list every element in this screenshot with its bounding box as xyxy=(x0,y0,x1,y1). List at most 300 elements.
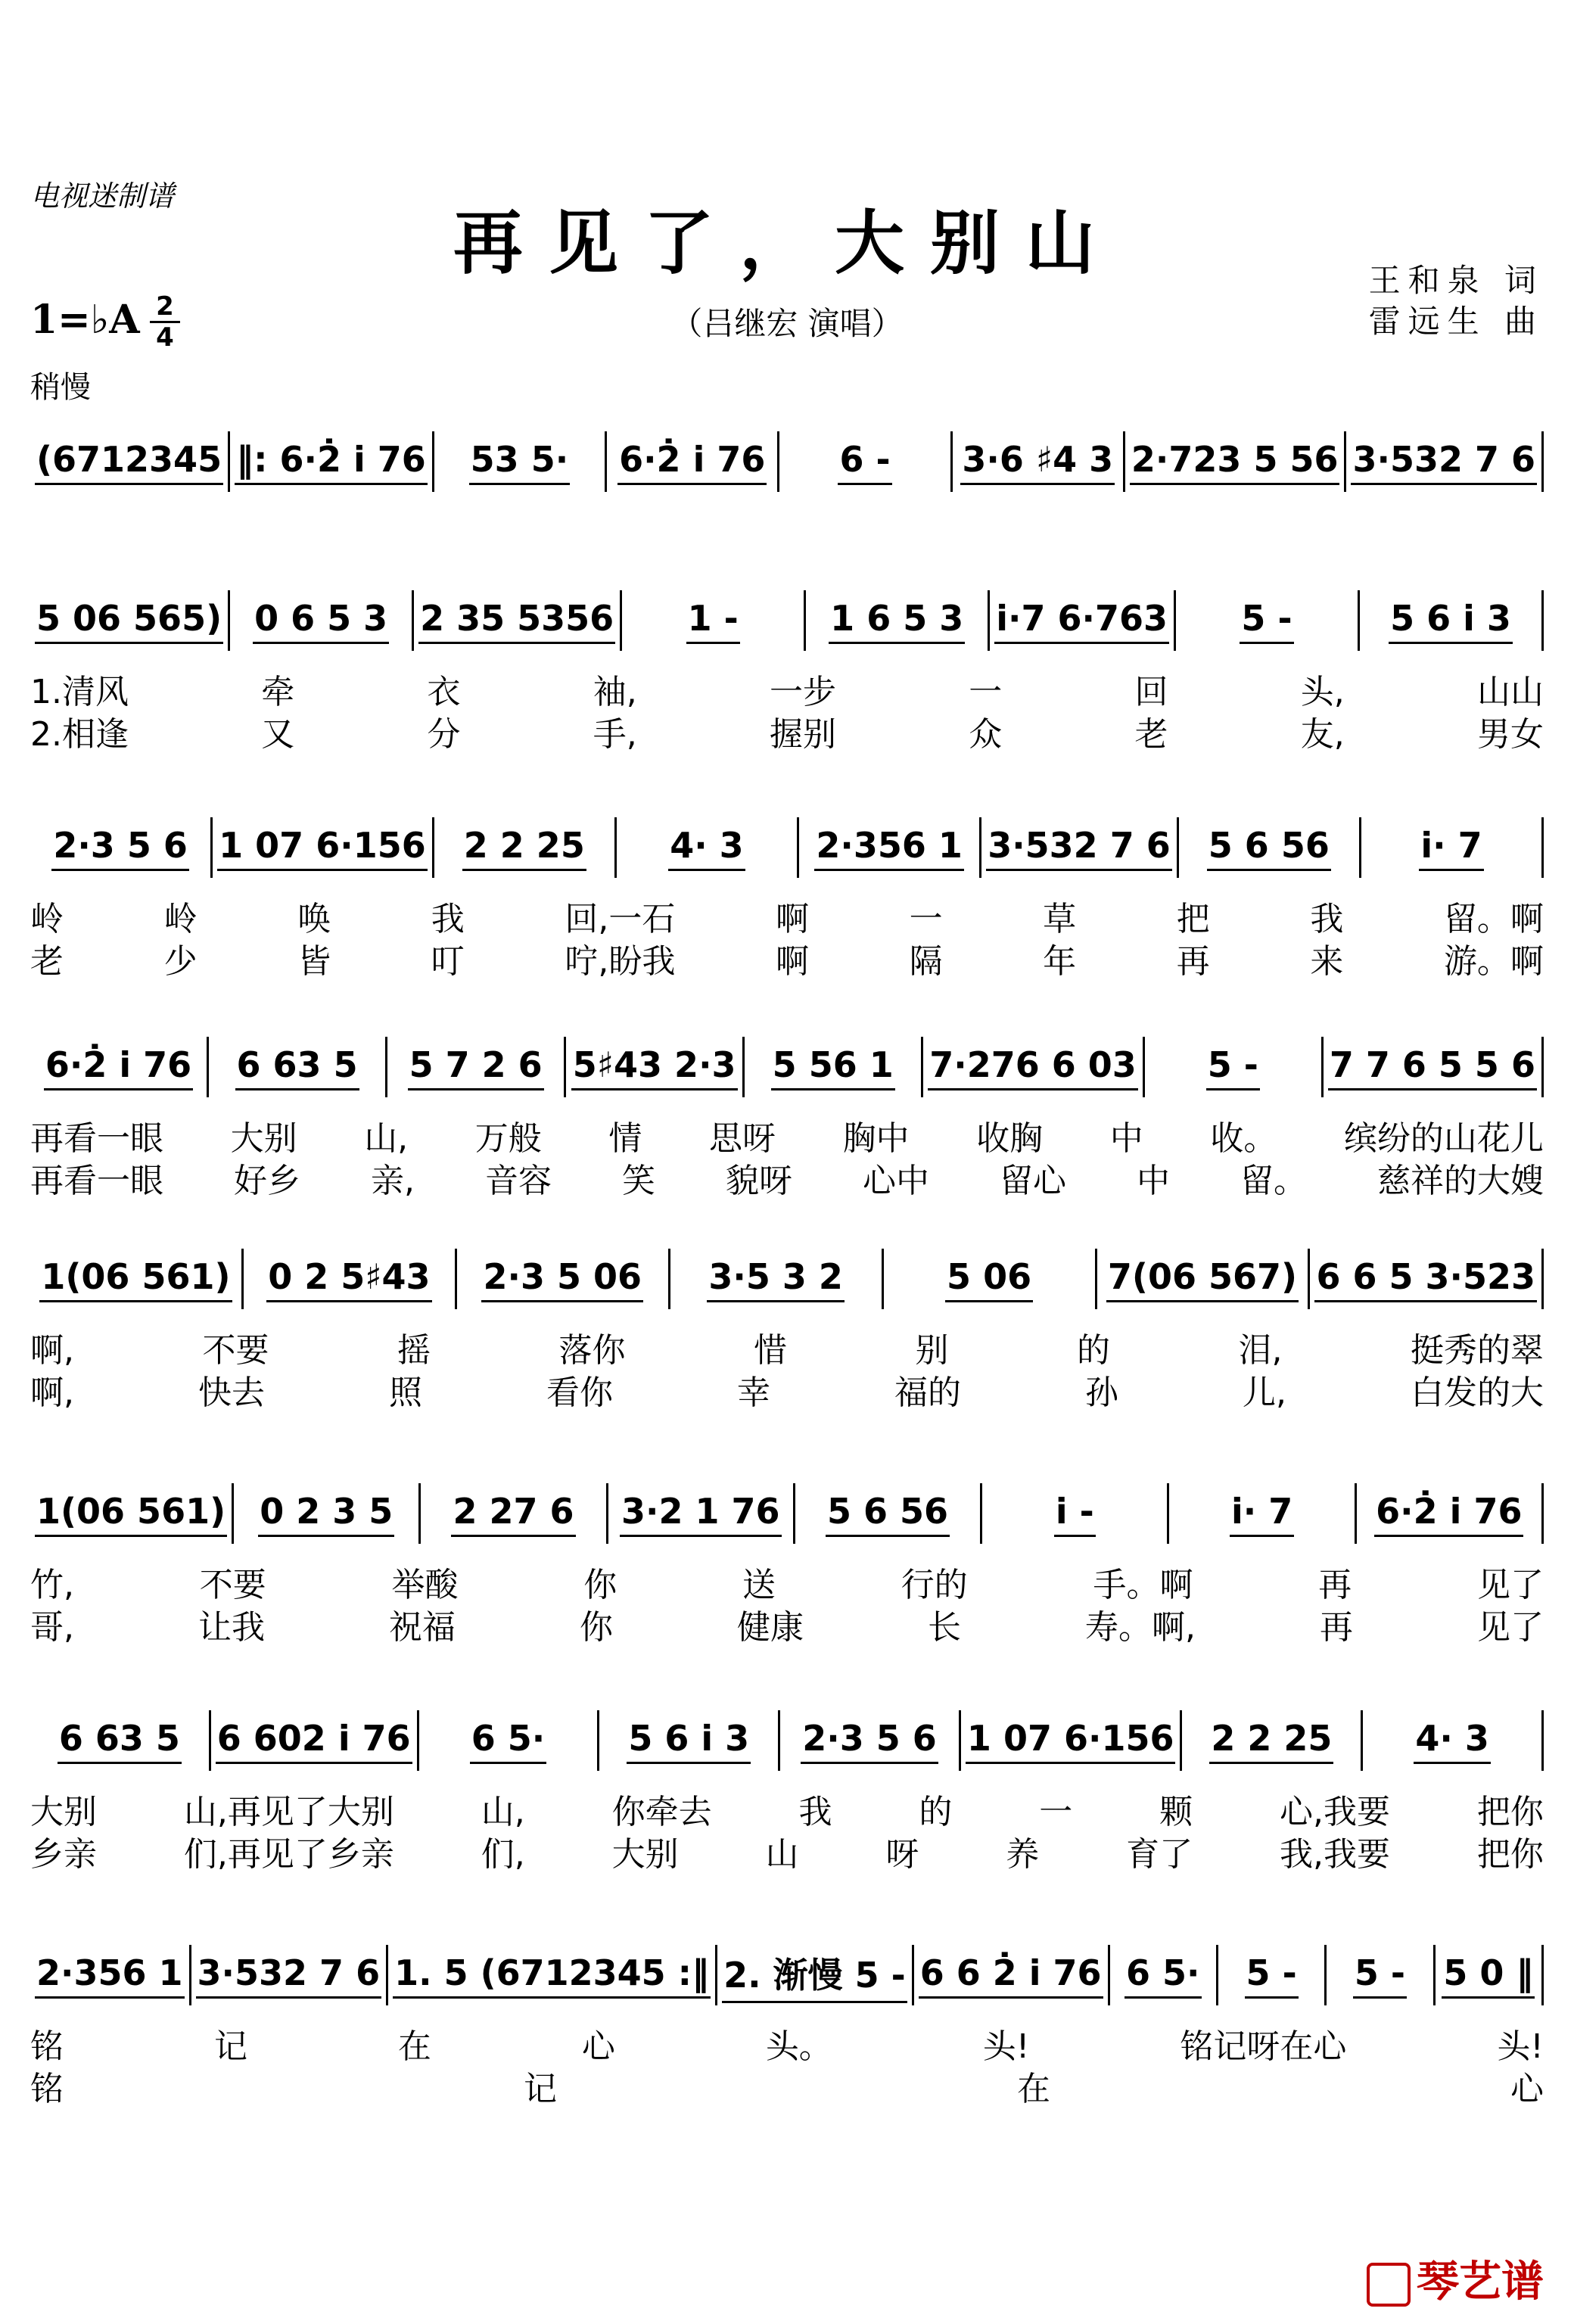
lyric-word: 啊 xyxy=(775,900,809,938)
lyric-word: 年 xyxy=(1043,942,1077,981)
lyric-word: 养 xyxy=(1006,1835,1040,1874)
lyric-word: 健康 xyxy=(737,1608,804,1647)
measure-notes: 0 2 5♯43 xyxy=(266,1256,431,1302)
lyric-word: 我,我要 xyxy=(1280,1835,1390,1874)
lyric-word: 一 xyxy=(969,673,1003,711)
lyric-word: 山山 xyxy=(1476,673,1544,711)
measure-notes: 5 6 i̇ 3 xyxy=(627,1718,751,1764)
lyric-word: 中 xyxy=(1109,1119,1143,1158)
measure xyxy=(244,1256,455,1302)
lyric-word: 啊, xyxy=(30,1374,74,1412)
lyric-word: 寿。啊, xyxy=(1085,1608,1196,1647)
lyric-word: 颗 xyxy=(1159,1793,1193,1831)
tempo-marking: 稍慢 xyxy=(30,370,91,405)
measure-notes: 6 63 5 xyxy=(235,1044,359,1090)
lyric-word: 福的 xyxy=(894,1374,961,1412)
lyric-word: 缤纷的山花儿 xyxy=(1343,1119,1544,1158)
lyric-word: 山, xyxy=(481,1793,525,1831)
measure-notes: 5 0 ‖ xyxy=(1442,1952,1535,1999)
lyric-word: 老 xyxy=(1134,715,1168,754)
notes-row xyxy=(30,583,1544,658)
lyric-word: 长 xyxy=(928,1608,961,1647)
lyrics-verse-2 xyxy=(30,1827,1544,1875)
lyric-word: 行的 xyxy=(901,1566,968,1604)
lyric-word: 我 xyxy=(431,900,465,938)
measure-notes: 5 - xyxy=(1353,1952,1407,1999)
lyric-word: 牵 xyxy=(261,673,295,711)
lyric-word: 照 xyxy=(389,1374,422,1412)
lyric-word: 惜 xyxy=(754,1331,787,1370)
measure xyxy=(1361,825,1541,871)
lyric-word: 咛,盼我 xyxy=(565,942,676,981)
lyric-word: 游。啊 xyxy=(1443,942,1544,981)
measure xyxy=(30,1044,207,1090)
lyric-word: 手。啊 xyxy=(1093,1566,1193,1604)
lyric-word: 音容 xyxy=(485,1162,552,1200)
lyric-word: 铭记呀在心 xyxy=(1180,2027,1347,2066)
measure xyxy=(1179,825,1359,871)
measure xyxy=(566,1044,742,1090)
lyric-word: 中 xyxy=(1137,1162,1170,1200)
measure-notes: 1(06 561) xyxy=(35,1491,227,1537)
measure xyxy=(414,598,620,644)
lyric-word: 叮 xyxy=(431,942,465,981)
lyric-word: 手, xyxy=(593,715,637,754)
measure-notes: 2. 渐慢 5 - xyxy=(722,1948,907,2003)
measure xyxy=(30,1491,232,1537)
lyric-word: 再 xyxy=(1320,1608,1353,1647)
measure-notes: 1 - xyxy=(686,598,740,644)
measure xyxy=(434,439,605,485)
measure-notes: 5 56 1 xyxy=(771,1044,895,1090)
lyric-word: 头! xyxy=(1497,2027,1544,2066)
measure xyxy=(990,598,1174,644)
lyrics-verse-2 xyxy=(30,1153,1544,1202)
measure-notes: 1. 5 (6712345 :‖ xyxy=(393,1952,711,1999)
measure-notes: 6·2̇ i̇ 76 xyxy=(1374,1491,1523,1537)
lyric-word: 白发的大 xyxy=(1411,1374,1544,1412)
lyric-word: 在 xyxy=(1017,2070,1050,2108)
measure-notes: 4· 3 xyxy=(1414,1718,1491,1764)
measure xyxy=(607,439,777,485)
lyric-word: 我 xyxy=(798,1793,832,1831)
lyric-word: 不要 xyxy=(202,1331,269,1370)
measure-notes: i̇ - xyxy=(1054,1491,1096,1537)
lyric-word: 见了 xyxy=(1477,1566,1544,1604)
lyric-word: 2.相逢 xyxy=(30,715,129,754)
measure-notes: 3·532 7 6 xyxy=(196,1952,382,1999)
measure xyxy=(387,1044,564,1090)
measure xyxy=(608,1491,793,1537)
barline-end xyxy=(1541,1710,1544,1771)
lyric-word: 再看一眼 xyxy=(30,1119,163,1158)
lyric-word: 见了 xyxy=(1477,1608,1544,1647)
lyrics-verse-1 xyxy=(30,1784,1544,1833)
measure xyxy=(1310,1256,1541,1302)
lyric-word: 老 xyxy=(30,942,64,981)
lyric-word: 头。 xyxy=(765,2027,832,2066)
lyric-word: 们, xyxy=(481,1835,525,1874)
measure-notes: 3·2 1 76 xyxy=(620,1491,782,1537)
lyric-word: 大别 xyxy=(230,1119,297,1158)
lyrics-verse-1 xyxy=(30,664,1544,713)
measure xyxy=(1360,598,1541,644)
lyric-word: 一步 xyxy=(769,673,836,711)
measure xyxy=(30,598,228,644)
lyric-word: 唤 xyxy=(297,900,331,938)
lyric-word: 育了 xyxy=(1126,1835,1193,1874)
score-line xyxy=(0,1937,1574,2164)
barline-end xyxy=(1541,1483,1544,1544)
lyric-word: 举酸 xyxy=(391,1566,459,1604)
lyric-word: 握别 xyxy=(769,715,836,754)
measure-notes: 2 35 5356 xyxy=(418,598,615,644)
lyrics-verse-1 xyxy=(30,1111,1544,1159)
time-signature xyxy=(150,291,180,353)
notes-row xyxy=(30,810,1544,885)
lyric-word: 回 xyxy=(1134,673,1168,711)
notes-row xyxy=(30,424,1544,499)
lyric-word: 把你 xyxy=(1476,1835,1544,1874)
lyric-word: 的 xyxy=(919,1793,953,1831)
measure-notes: i̇·7 6·763 xyxy=(994,598,1169,644)
lyric-word: 笑 xyxy=(622,1162,655,1200)
measure-notes: 2 27 6 xyxy=(451,1491,575,1537)
measure-notes: 6 6 5 3·523 xyxy=(1314,1256,1537,1302)
measure-notes: 6 5· xyxy=(1125,1952,1202,1999)
notes-row xyxy=(30,1476,1544,1551)
measure-notes: 2·3 5 06 xyxy=(481,1256,643,1302)
measure-notes: 1 6 5 3 xyxy=(829,598,965,644)
lyric-word: 挺秀的翠 xyxy=(1411,1331,1544,1370)
measure xyxy=(806,598,988,644)
measure xyxy=(914,1952,1108,1999)
lyric-word: 再 xyxy=(1176,942,1210,981)
measure xyxy=(30,825,210,871)
measure xyxy=(981,825,1177,871)
lyric-word: 铭 xyxy=(30,2027,64,2066)
lyric-word: 不要 xyxy=(199,1566,266,1604)
measure-notes: 5 - xyxy=(1245,1952,1299,1999)
lyric-word: 大别 xyxy=(611,1835,679,1874)
lyric-word: 在 xyxy=(397,2027,431,2066)
lyric-word: 祝福 xyxy=(389,1608,456,1647)
lyric-word: 衣 xyxy=(427,673,461,711)
lyric-word: 慈祥的大嫂 xyxy=(1377,1162,1544,1200)
measure-notes: 5 - xyxy=(1206,1044,1260,1090)
measure-notes: 2 2 25 xyxy=(462,825,586,871)
measure xyxy=(1182,1718,1361,1764)
lyric-word: 快去 xyxy=(198,1374,265,1412)
measure-notes: i̇· 7 xyxy=(1230,1491,1294,1537)
measure-notes: 2·3 5 6 xyxy=(801,1718,938,1764)
lyrics-verse-2 xyxy=(30,2061,1544,2110)
measure-notes: 5 06 xyxy=(945,1256,1033,1302)
measure xyxy=(795,1491,980,1537)
lyric-word: 山,再见了大别 xyxy=(183,1793,394,1831)
lyric-word: 们,再见了乡亲 xyxy=(183,1835,394,1874)
measure-notes: 6 63 5 xyxy=(58,1718,182,1764)
measure-notes: 2·356 1 xyxy=(814,825,964,871)
measure xyxy=(1436,1952,1541,1999)
lyric-word: 情 xyxy=(608,1119,642,1158)
measure-notes: 2·723 5 56 xyxy=(1130,439,1340,485)
measure xyxy=(209,1044,385,1090)
lyric-word: 啊 xyxy=(775,942,809,981)
lyric-word: 摇 xyxy=(397,1331,431,1370)
measure xyxy=(923,1044,1143,1090)
watermark-logo xyxy=(1367,2248,1544,2309)
lyrics-verse-1 xyxy=(30,891,1544,940)
measure xyxy=(670,1256,882,1302)
measure xyxy=(953,439,1123,485)
lyric-word: 头! xyxy=(982,2027,1030,2066)
key-signature: 1=♭A xyxy=(30,297,140,343)
lyric-word: 的 xyxy=(1077,1331,1110,1370)
lyric-word: 你牵去 xyxy=(611,1793,712,1831)
measure-notes: 0 2 3 5 xyxy=(258,1491,394,1537)
lyric-word: 乡亲 xyxy=(30,1835,97,1874)
measure-notes: 4· 3 xyxy=(668,825,745,871)
measure-notes: 1 07 6·156 xyxy=(966,1718,1176,1764)
lyricist: 王和泉 词 xyxy=(1368,262,1544,299)
barline-end xyxy=(1541,817,1544,878)
time-bottom: 4 xyxy=(156,322,174,353)
measure xyxy=(1125,439,1345,485)
lyric-word: 男女 xyxy=(1476,715,1544,754)
measure xyxy=(1357,1491,1541,1537)
measure xyxy=(211,1718,417,1764)
measure-notes: 7·276 6 03 xyxy=(928,1044,1138,1090)
lyric-word: 回,一石 xyxy=(565,900,676,938)
measure xyxy=(1346,439,1541,485)
lyric-word: 友, xyxy=(1300,715,1345,754)
lyric-word: 收胸 xyxy=(976,1119,1044,1158)
notes-row xyxy=(30,1029,1544,1105)
measure xyxy=(779,439,950,485)
measure xyxy=(717,1948,912,2003)
measure xyxy=(780,1718,959,1764)
lyric-word: 一 xyxy=(1039,1793,1073,1831)
lyrics-verse-1 xyxy=(30,1557,1544,1606)
measure-notes: 5 - xyxy=(1240,598,1293,644)
measure xyxy=(617,825,797,871)
lyric-word: 思呀 xyxy=(708,1119,776,1158)
measure-notes: i̇· 7 xyxy=(1419,825,1483,871)
notes-row xyxy=(30,1241,1544,1317)
measure xyxy=(388,1952,715,1999)
lyric-word: 众 xyxy=(969,715,1003,754)
measure-notes: (6712345 xyxy=(35,439,223,485)
lyric-word: 岭 xyxy=(163,900,198,938)
lyric-word: 别 xyxy=(915,1331,949,1370)
notes-row xyxy=(30,1703,1544,1778)
measure-notes: 6 6 2̇ i̇ 76 xyxy=(919,1952,1103,1999)
lyric-word: 让我 xyxy=(198,1608,265,1647)
lyric-word: 我 xyxy=(1310,900,1344,938)
lyric-word: 1.清风 xyxy=(30,673,129,711)
measure-notes: 5 6 i̇ 3 xyxy=(1389,598,1513,644)
lyric-word: 心,我要 xyxy=(1280,1793,1390,1831)
measure xyxy=(457,1256,668,1302)
measure-notes: 1(06 561) xyxy=(39,1256,232,1302)
measure xyxy=(30,1952,189,1999)
measure xyxy=(1327,1952,1432,1999)
lyric-word: 心中 xyxy=(863,1162,929,1200)
measure-notes: 5♯43 2·3 xyxy=(571,1044,738,1090)
measure xyxy=(799,825,979,871)
time-top: 2 xyxy=(156,291,174,322)
lyric-word: 心 xyxy=(1510,2070,1544,2108)
score-line xyxy=(0,810,1574,1037)
measure-notes: 6·2̇ i̇ 76 xyxy=(44,1044,193,1090)
lyric-word: 泪, xyxy=(1238,1331,1283,1370)
measure xyxy=(1218,1952,1324,1999)
lyrics-verse-2 xyxy=(30,1365,1544,1414)
measure-notes: 5 6 56 xyxy=(826,1491,950,1537)
measure-notes: 0 6 5 3 xyxy=(253,598,389,644)
score-maker: 电视迷制谱 xyxy=(30,179,175,213)
measure-notes: 6·2̇ i̇ 76 xyxy=(617,439,767,485)
measure xyxy=(213,825,432,871)
measure xyxy=(1363,1718,1541,1764)
lyric-word: 儿, xyxy=(1243,1374,1286,1412)
lyrics-verse-1 xyxy=(30,2019,1544,2067)
lyric-word: 再 xyxy=(1318,1566,1352,1604)
lyric-word: 袖, xyxy=(593,673,637,711)
measure xyxy=(30,439,228,485)
lyric-word: 草 xyxy=(1043,900,1077,938)
measure-notes: 2·3 5 6 xyxy=(51,825,189,871)
lyric-word: 万般 xyxy=(474,1119,542,1158)
measure xyxy=(1176,598,1358,644)
lyric-word: 孙 xyxy=(1085,1374,1118,1412)
lyric-word: 留。 xyxy=(1240,1162,1307,1200)
barline-end xyxy=(1541,1249,1544,1309)
lyric-word: 貌呀 xyxy=(726,1162,792,1200)
song-title: 再见了，大别山 xyxy=(453,202,1121,284)
lyric-word: 留。啊 xyxy=(1443,900,1544,938)
measure xyxy=(1169,1491,1354,1537)
barline-end xyxy=(1541,431,1544,492)
measure-notes: 7(06 567) xyxy=(1106,1256,1299,1302)
lyric-word: 山, xyxy=(364,1119,409,1158)
lyric-word: 哥, xyxy=(30,1608,74,1647)
measure-notes: 7 7 6 5 5 6 xyxy=(1328,1044,1537,1090)
measure-notes: 3·532 7 6 xyxy=(986,825,1172,871)
lyric-word: 记 xyxy=(213,2027,247,2066)
barline-end xyxy=(1541,1945,1544,2005)
measure-notes: 3·5 3 2 xyxy=(707,1256,845,1302)
measure xyxy=(961,1718,1180,1764)
measure xyxy=(234,1491,418,1537)
measure-notes: 5 6 56 xyxy=(1207,825,1331,871)
measure xyxy=(745,1044,921,1090)
lyric-word: 好乡 xyxy=(234,1162,300,1200)
lyric-word: 山 xyxy=(765,1835,799,1874)
barline-end xyxy=(1541,590,1544,651)
measure xyxy=(191,1952,387,1999)
measure-notes: 5 06 565) xyxy=(35,598,223,644)
lyric-word: 幸 xyxy=(737,1374,770,1412)
lyric-word: 呀 xyxy=(885,1835,919,1874)
measure-notes: 3·532 7 6 xyxy=(1351,439,1537,485)
barline-end xyxy=(1541,1037,1544,1097)
lyric-word: 再看一眼 xyxy=(30,1162,163,1200)
measure xyxy=(30,1718,209,1764)
measure-notes: 6 5· xyxy=(470,1718,547,1764)
lyric-word: 亲, xyxy=(371,1162,415,1200)
lyrics-verse-1 xyxy=(30,1323,1544,1371)
lyric-word: 铭 xyxy=(30,2070,64,2108)
lyric-word: 看你 xyxy=(546,1374,613,1412)
composer: 雷远生 曲 xyxy=(1368,303,1544,340)
measure-notes: 5 7 2 6 xyxy=(408,1044,544,1090)
measure xyxy=(434,825,614,871)
measure xyxy=(1324,1044,1541,1090)
lyric-word: 一 xyxy=(909,900,943,938)
lyric-word: 少 xyxy=(163,942,198,981)
lyric-word: 你 xyxy=(580,1608,613,1647)
measure xyxy=(419,1718,598,1764)
lyric-word: 收。 xyxy=(1210,1119,1277,1158)
lyric-word: 送 xyxy=(742,1566,776,1604)
score-line xyxy=(0,1029,1574,1256)
notes-row xyxy=(30,1937,1544,2013)
lyric-word: 你 xyxy=(583,1566,617,1604)
lyric-word: 岭 xyxy=(30,900,64,938)
lyrics-verse-2 xyxy=(30,707,1544,755)
score-line xyxy=(0,1476,1574,1703)
lyric-word: 留心 xyxy=(1000,1162,1066,1200)
measure xyxy=(599,1718,778,1764)
lyric-word: 竹, xyxy=(30,1566,74,1604)
measure xyxy=(230,439,432,485)
lyric-word: 大别 xyxy=(30,1793,97,1831)
measure-notes: 2·356 1 xyxy=(35,1952,185,1999)
measure-notes: 6 602 i̇ 76 xyxy=(216,1718,412,1764)
lyric-word: 把你 xyxy=(1476,1793,1544,1831)
measure-notes: 1 07 6·156 xyxy=(217,825,428,871)
measure-notes: 2 2 25 xyxy=(1209,1718,1333,1764)
measure xyxy=(982,1491,1167,1537)
lyric-word: 头, xyxy=(1300,673,1345,711)
measure-notes: 53 5· xyxy=(469,439,571,485)
lyric-word: 把 xyxy=(1176,900,1210,938)
measure xyxy=(1097,1256,1308,1302)
measure xyxy=(230,598,412,644)
measure xyxy=(884,1256,1095,1302)
lyric-word: 落你 xyxy=(558,1331,626,1370)
score-line xyxy=(0,583,1574,810)
lyrics-verse-2 xyxy=(30,934,1544,982)
lyric-word: 记 xyxy=(524,2070,557,2108)
measure xyxy=(1110,1952,1216,1999)
score-line xyxy=(0,1241,1574,1468)
watermark-text: 琴艺谱 xyxy=(1417,2257,1544,2307)
measure-notes: ‖: 6·2̇ i̇ 76 xyxy=(235,439,428,485)
measure xyxy=(622,598,804,644)
lyric-word: 啊, xyxy=(30,1331,74,1370)
measure xyxy=(1145,1044,1321,1090)
logo-mark-icon xyxy=(1367,2263,1411,2307)
score-line xyxy=(0,1703,1574,1930)
measure-notes: 6 - xyxy=(838,439,891,485)
lyric-word: 隔 xyxy=(909,942,943,981)
lyric-word: 分 xyxy=(427,715,461,754)
measure-notes: 3·6 ♯4 3 xyxy=(960,439,1115,485)
measure xyxy=(30,1256,241,1302)
